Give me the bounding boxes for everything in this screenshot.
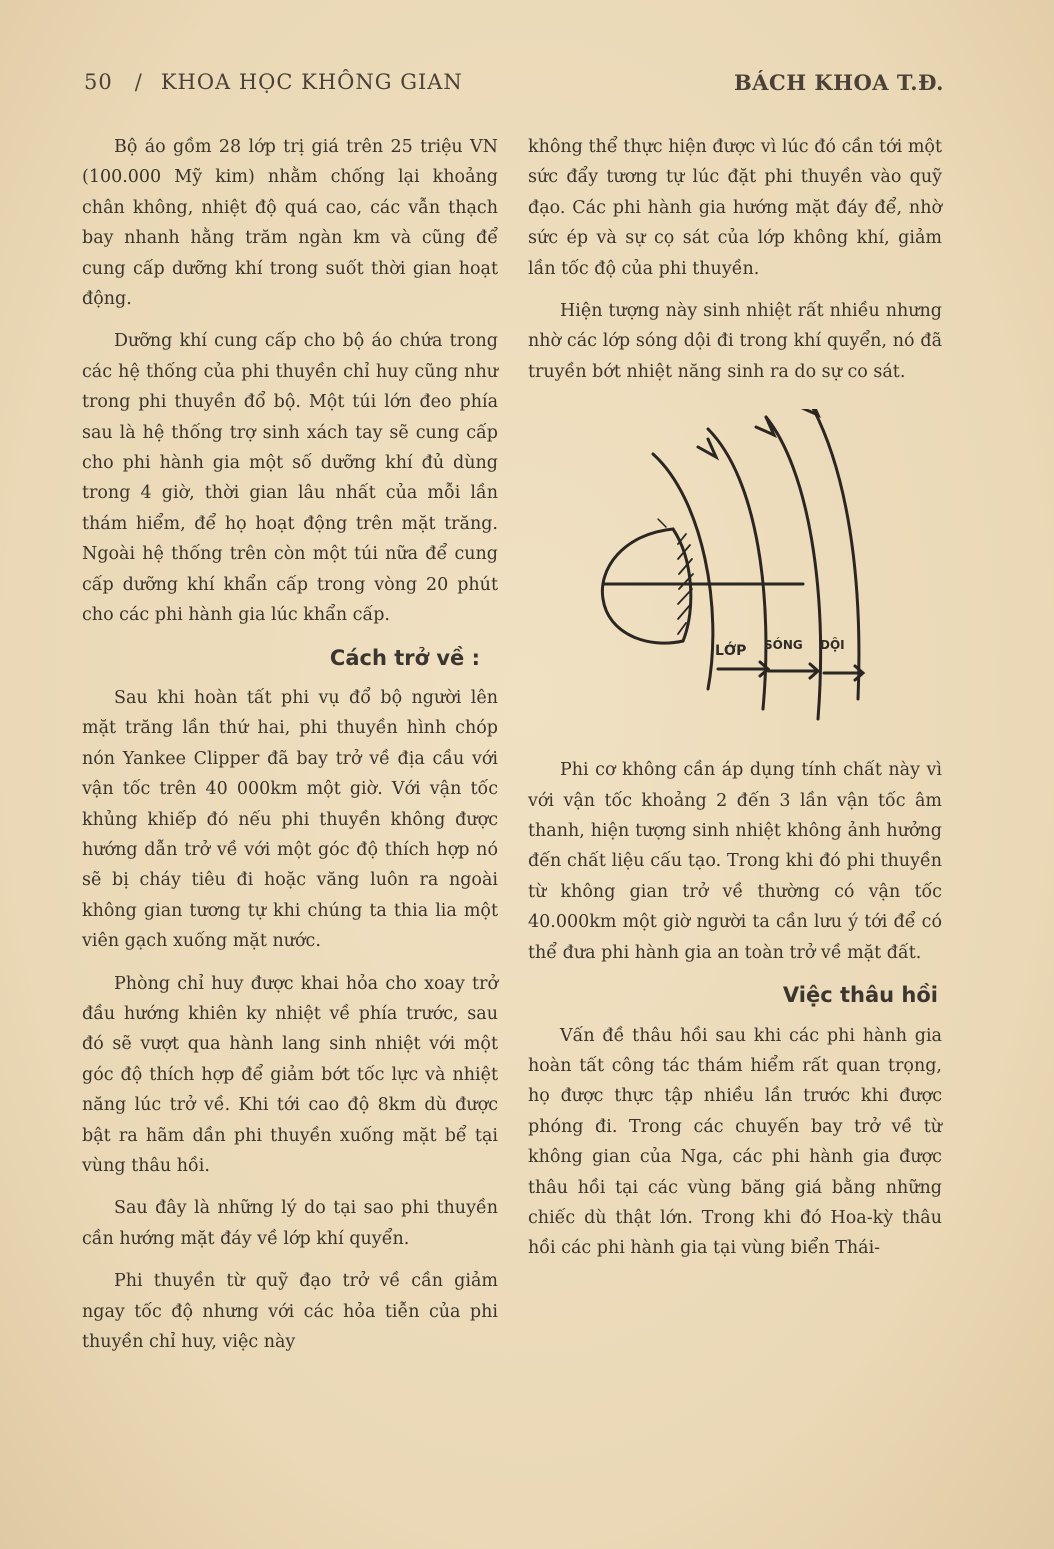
wave-arrow-2	[756, 417, 774, 435]
header-left	[84, 70, 463, 94]
paragraph: không thể thực hiện được vì lúc đó cần tới một sức đẩy tương tự lúc đặt phi thuyền vào quỹ đạo. Các phi hành gia hướng mặt đáy để, nhờ sức ép và sự cọ sát của lớp không khí, giảm lần tốc độ của phi thuyền.	[528, 137, 942, 279]
shockwave-1	[653, 454, 713, 689]
shockwave-4	[808, 409, 859, 699]
flow-arrow-3	[824, 666, 863, 680]
paragraph: Sau đây là những lý do tại sao phi thuyền cần hướng mặt đáy về lớp khí quyển.	[82, 1198, 498, 1249]
diagram-label-a: LỚP	[715, 643, 747, 660]
section-heading: Việc thâu hồi	[782, 983, 938, 1008]
header-separator: /	[134, 70, 143, 94]
paragraph: Vấn đề thâu hồi sau khi các phi hành gia hoàn tất công tác thám hiểm rất quan trọng, họ được thực tập nhiều lần trước khi được phóng đi. Trong các chuyến bay trở về từ không gian của Nga, các phi hành gia được thâu hồi tại các vùng băng giá bằng những chiếc dù thật lớn. Trong khi đó Hoa-kỳ thâu hồi các phi hành gia tại vùng biển Thái-	[528, 1025, 942, 1259]
right-column	[528, 132, 942, 1276]
diagram-label-b: SÓNG	[764, 638, 803, 653]
flow-arrow-2	[768, 664, 818, 678]
paragraph: Bộ áo gồm 28 lớp trị giá trên 25 triệu VN (100.000 Mỹ kim) nhằm chống lại khoảng chân không, nhiệt độ quá cao, các vẫn thạch bay nhanh hằng trăm ngàn km và cũng để cung cấp dưỡng khí trong suốt thời gian hoạt động.	[82, 137, 498, 310]
left-column	[82, 132, 498, 1369]
shockwave-3	[766, 417, 821, 719]
shockwave-diagram	[528, 409, 942, 729]
paragraph: Phòng chỉ huy được khai hỏa cho xoay trở đầu hướng khiên ky nhiệt về phía trước, sau đó sẽ vượt qua hành lang sinh nhiệt với một góc độ thích hợp để giảm bớt tốc lực và nhiệt năng lúc trở về. Khi tới cao độ 8km dù được bật ra hãm dần phi thuyền xuống mặt bể tại vùng thâu hồi.	[82, 973, 498, 1176]
paragraph: Sau khi hoàn tất phi vụ đổ bộ người lên mặt trăng lần thứ hai, phi thuyền hình chóp nón Yankee Clipper đã bay trở về địa cầu với vận tốc trên 40 000km một giờ. Với vận tốc khủng khiếp đó nếu phi thuyền không được hướng dẫn trở về với một góc độ thích hợp nó sẽ bị cháy tiêu đi hoặc văng luôn ra ngoài không gian tương tự khi chúng ta thia lia một viên gạch xuống mặt nước.	[82, 687, 498, 952]
publication-title: BÁCH KHOA T.Đ.	[733, 70, 944, 95]
paragraph: Phi cơ không cần áp dụng tính chất này vì với vận tốc khoảng 2 đến 3 lần vận tốc âm thanh, hiện tượng sinh nhiệt không ảnh hưởng đến chất liệu cấu tạo. Trong khi đó phi thuyền từ không gian trở về thường có vận tốc 40.000km một giờ người ta cần lưu ý tới để có thể đưa phi hành gia an toàn trở về mặt đất.	[528, 760, 942, 963]
page-number: 50	[84, 70, 113, 94]
diagram-label-c: DỘI	[820, 638, 845, 653]
flow-arrow-1	[718, 662, 768, 676]
capsule-outline	[602, 529, 683, 643]
wave-arrow-1	[698, 439, 716, 457]
paragraph: Phi thuyền từ quỹ đạo trở về cần giảm ngay tốc độ nhưng với các hỏa tiễn của phi thuyền chỉ huy, việc này	[82, 1271, 498, 1353]
page-header	[84, 70, 944, 106]
paragraph: Hiện tượng này sinh nhiệt rất nhiều nhưng nhờ các lớp sóng dội đi trong khí quyển, nó đã truyền bớt nhiệt năng sinh ra do sự co sát.	[528, 301, 942, 382]
section-title: KHOA HỌC KHÔNG GIAN	[160, 70, 463, 94]
shockwave-2	[708, 429, 766, 709]
wave-arrow-3	[800, 409, 818, 415]
section-heading: Cách trở về :	[329, 645, 480, 670]
paragraph: Dưỡng khí cung cấp cho bộ áo chứa trong các hệ thống của phi thuyền chỉ huy cũng như trong phi thuyền đổ bộ. Một túi lớn đeo phía sau là hệ thống trợ sinh xách tay sẽ cung cấp cho phi hành gia một số dưỡng khí đủ dùng trong 4 giờ, thời gian lâu nhất của mỗi lần thám hiểm, để họ hoạt động trên mặt trăng. Ngoài hệ thống trên còn một túi nữa để cung cấp dưỡng khí khẩn cấp trong vòng 20 phút cho các phi hành gia lúc khẩn cấp.	[82, 331, 498, 626]
